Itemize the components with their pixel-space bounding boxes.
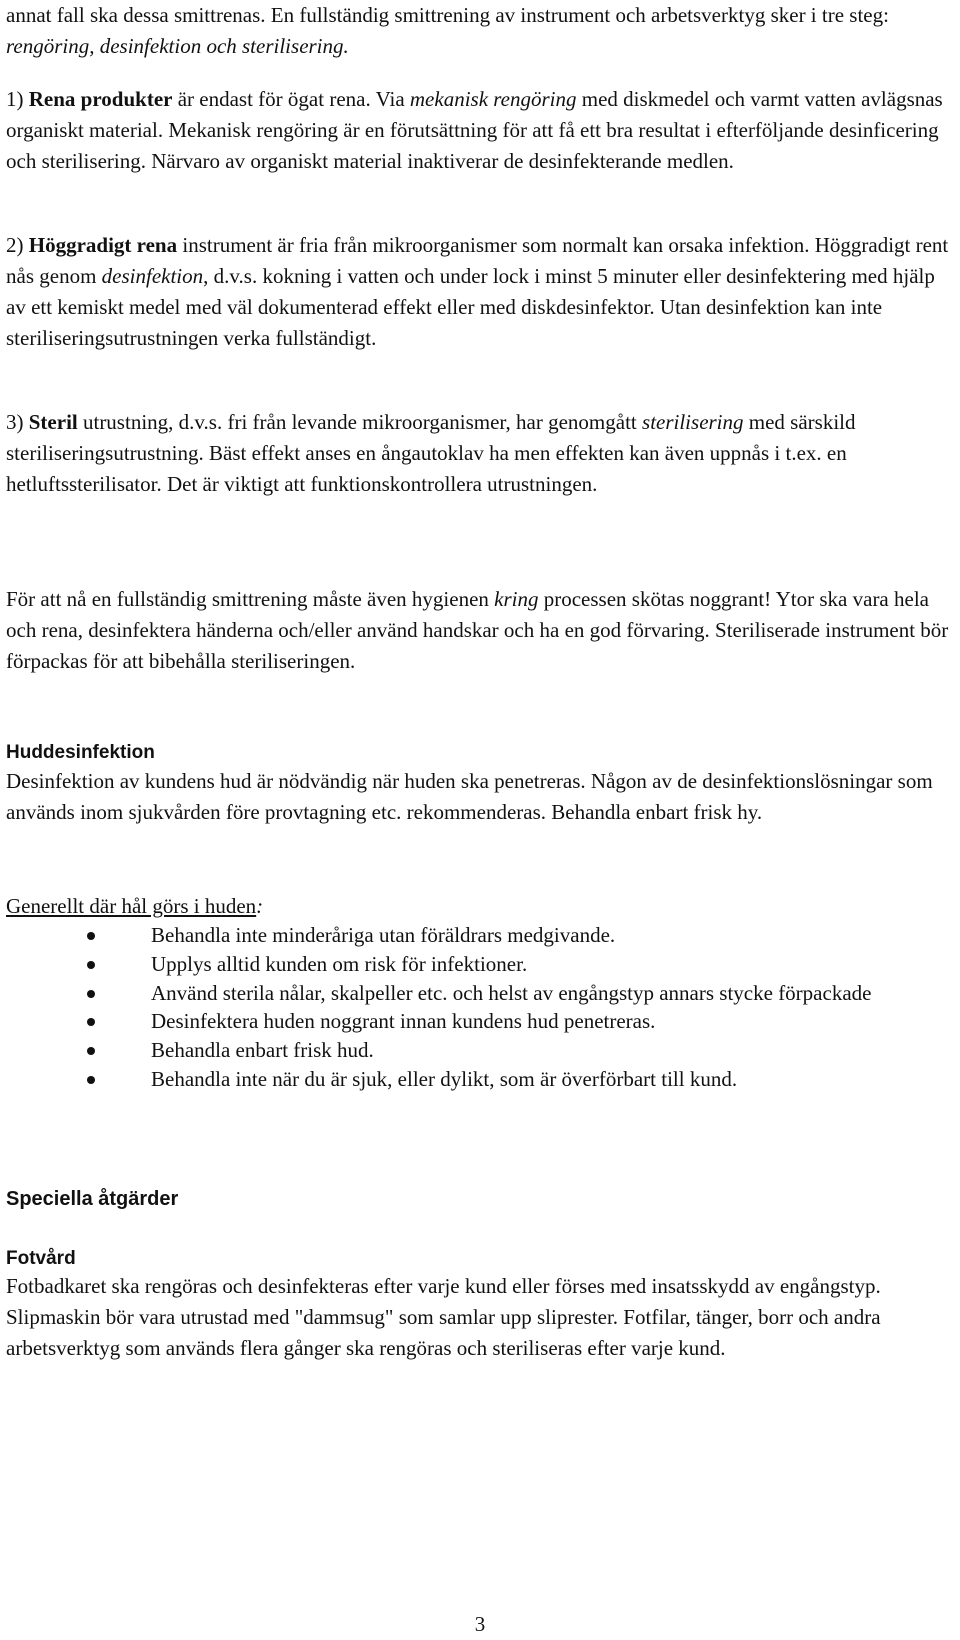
list-item (6, 1007, 954, 1036)
paragraph-huddesinfektion: Desinfektion av kundens hud är nödvändig när huden ska penetreras. Någon av de desinfektionslösningar som används inom sjukvården före provtagning etc. rekommenderas. Behandla enbart frisk hy. (6, 769, 933, 824)
list-item (6, 950, 954, 979)
list-item-text: Upplys alltid kunden om risk för infektioner. (151, 951, 528, 976)
paragraph-text: För att nå en fullständig smittrening måste även hygienen (6, 587, 495, 611)
bullet-icon (87, 1018, 95, 1026)
paragraph-number: 3) (6, 410, 29, 434)
list-item-text: Använd sterila nålar, skalpeller etc. och helst av engångstyp annars stycke förpackade (151, 980, 872, 1005)
term-hoggradigt-rena: Höggradigt rena (28, 233, 178, 257)
bullet-icon (87, 1076, 95, 1084)
paragraph-number: 2) (6, 233, 29, 257)
list-item-text: Behandla inte när du är sjuk, eller dylikt, som är överförbart till kund. (151, 1066, 738, 1091)
list-item (6, 921, 954, 950)
paragraph-hygien (6, 584, 954, 677)
paragraph-text: med särskild steriliseringsutrustning. Bäst effekt anses en ångautoklav ha men effekten kan även uppnås i t.ex. en hetluftssterilisator. Det är viktigt att funktionskontrollera utrustningen. (6, 410, 856, 496)
generellt-label: Generellt där hål görs i huden (6, 894, 257, 918)
list-item-text: Behandla inte minderåriga utan föräldrars medgivande. (151, 923, 616, 947)
paragraph-steril (6, 407, 954, 500)
paragraph-hoggradigt-rena (6, 230, 954, 354)
paragraph-rena-produkter (6, 84, 954, 177)
intro-paragraph (6, 0, 954, 62)
bullet-icon (87, 961, 95, 969)
generellt-colon: : (256, 894, 264, 918)
generellt-label-line (6, 891, 954, 922)
bullet-icon (87, 1047, 95, 1055)
term-kring: kring (494, 587, 539, 611)
term-sterilisering: sterilisering (642, 410, 744, 434)
list-item (6, 1036, 954, 1065)
paragraph-text: utrustning, d.v.s. fri från levande mikroorganismer, har genomgått (77, 410, 643, 434)
paragraph-text: , d.v.s. kokning i vatten och under lock i minst 5 minuter eller desinfektering med hjälp av ett kemiskt medel med väl dokumenterad effekt eller med diskdesinfektor. Utan desinfektion kan inte steriliseringsutrustningen verka fullständigt. (6, 264, 935, 350)
generellt-list (6, 921, 954, 1094)
paragraph-text: processen skötas noggrant! Ytor ska vara hela och rena, desinfektera händerna och/eller använd handskar och ha en god förvaring. Steriliserade instrument bör förpackas för att bibehålla steriliseringen. (6, 587, 949, 673)
term-steril: Steril (28, 410, 78, 434)
intro-text: annat fall ska dessa smittrenas. En fullständig smittrening av instrument och arbetsverktyg sker i tre steg: (6, 3, 889, 27)
term-desinfektion: desinfektion (101, 264, 204, 288)
term-rena-produkter: Rena produkter (28, 87, 173, 111)
paragraph-text: är endast för ögat rena. Via (172, 87, 410, 111)
paragraph-text: med diskmedel och varmt vatten avlägsnas organiskt material. Mekanisk rengöring är en förutsättning för att få ett bra resultat i efterföljande desinficering och sterilisering. Närvaro av organiskt material inaktiverar de desinfekterande medlen. (6, 87, 943, 173)
heading-huddesinfektion: Huddesinfektion (6, 742, 155, 763)
list-item-text: Behandla enbart frisk hud. (151, 1038, 374, 1063)
bullet-icon (87, 990, 95, 998)
heading-fotvard: Fotvård (6, 1248, 76, 1269)
page-number: 3 (474, 1612, 486, 1636)
paragraph-fotvard: Fotbadkaret ska rengöras och desinfekteras efter varje kund eller förses med insatsskydd av engångstyp. Slipmaskin bör vara utrustad med "dammsug" som samlar upp sliprester. Fotfilar, tänger, borr och andra arbetsverktyg som används flera gånger ska rengöras och steriliseras efter varje kund. (6, 1274, 881, 1360)
heading-speciella-atgarder: Speciella åtgärder (6, 1188, 179, 1210)
paragraph-number: 1) (6, 87, 29, 111)
intro-steps: rengöring, desinfektion och sterilisering. (6, 34, 349, 58)
paragraph-text: instrument är fria från mikroorganismer som normalt kan orsaka infektion. Höggradigt rent nås genom (6, 233, 949, 288)
list-item (6, 979, 954, 1008)
list-item-text: Desinfektera huden noggrant innan kundens hud penetreras. (151, 1009, 656, 1034)
list-item (6, 1065, 954, 1094)
bullet-icon (87, 932, 95, 940)
term-mekanisk-rengoring: mekanisk rengöring (409, 87, 577, 111)
